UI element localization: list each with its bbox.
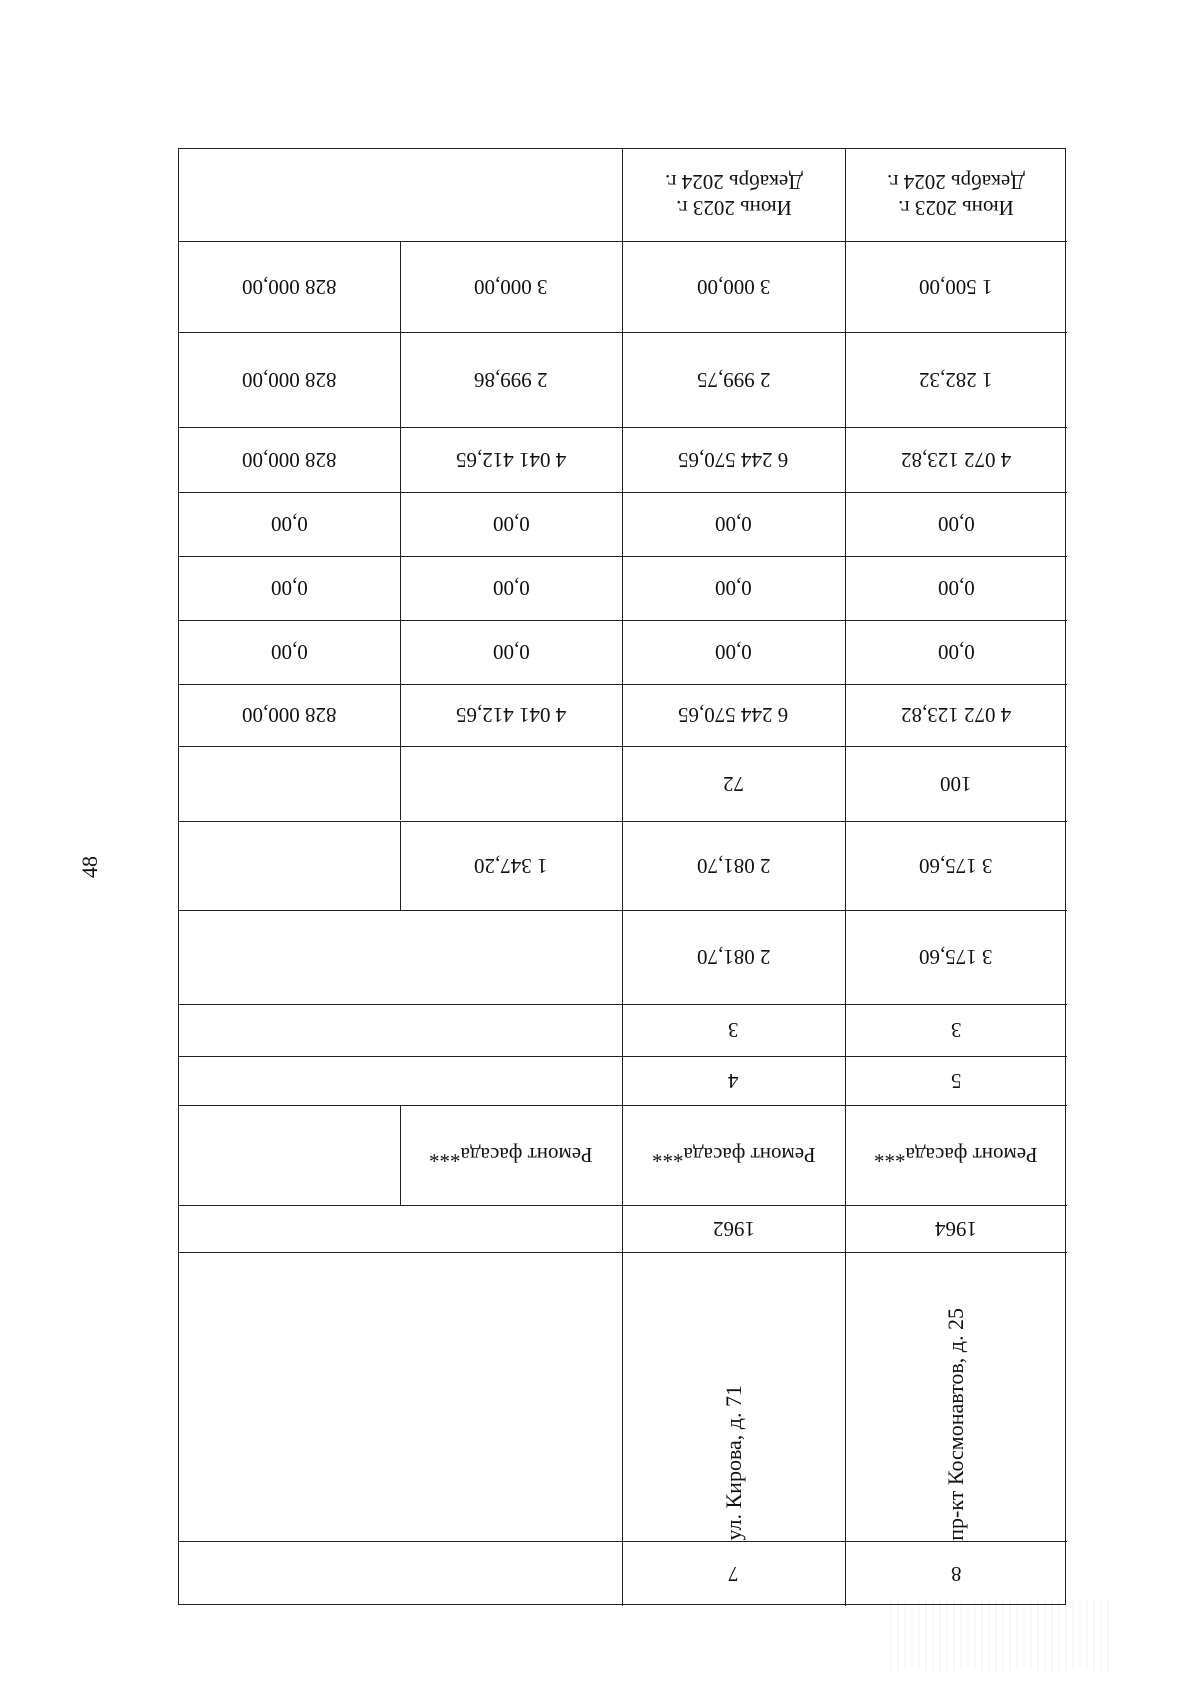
row-number-cell: 8 [950,1561,962,1586]
work-type-cell: Ремонт фасада*** [651,1143,816,1167]
area-cell: 3 175,60 [919,853,993,878]
zero-value-cell: 0,00 [715,512,752,536]
entrances-cell: 3 [728,1018,739,1042]
actual-cost-cell: 2 999,75 [696,367,771,392]
unit-cost-cell: 1 500,00 [919,274,993,299]
zero-value-cell: 0,00 [715,576,752,600]
zero-value-cell: 0,00 [271,640,308,664]
total-cost-cell: 4 072 123,82 [900,447,1012,472]
entrances-cell: 3 [950,1018,962,1042]
year-cell: 1962 [712,1216,755,1241]
count-cell: 72 [723,771,744,796]
unit-cost-cell: 3 000,00 [696,274,771,299]
actual-cost-cell: 2 999,86 [474,367,548,392]
row-number-cell: 7 [728,1561,739,1586]
count-cell: 100 [940,771,972,796]
total-cost-cell: 6 244 570,65 [678,447,789,472]
total-cost-cell: 828 000,00 [242,703,337,727]
work-type-cell: Ремонт фасада*** [874,1143,1038,1167]
zero-value-cell: 0,00 [492,512,530,536]
area-cell: 1 347,20 [474,853,548,878]
work-type-cell: Ремонт фасада*** [429,1143,593,1167]
total-cost-cell: 828 000,00 [242,447,337,472]
address-cell [622,1252,845,1541]
period-cell: Июнь 2023 г. Декабрь 2024 г. [664,170,803,220]
period-cell: Июнь 2023 г. Декабрь 2024 г. [887,170,1025,220]
total-cost-cell: 4 041 412,65 [455,447,567,472]
actual-cost-cell: 828 000,00 [242,367,337,392]
floors-cell: 4 [728,1068,739,1093]
actual-cost-cell: 1 282,32 [919,367,993,392]
zero-value-cell: 0,00 [937,512,975,536]
year-cell: 1964 [935,1216,977,1241]
address-text: ул. Кирова, д. 71 [720,1385,746,1541]
unit-cost-cell: 3 000,00 [474,274,548,299]
total-cost-cell: 6 244 570,65 [678,703,789,727]
total-cost-cell: 4 041 412,65 [455,703,567,727]
zero-value-cell: 0,00 [937,640,975,664]
floors-cell: 5 [950,1068,962,1093]
data-table [178,148,1066,1605]
zero-value-cell: 0,00 [937,576,975,600]
unit-cost-cell: 828 000,00 [242,274,337,299]
address-cell [845,1252,1067,1541]
page-number: 48 [77,856,102,878]
zero-value-cell: 0,00 [492,640,530,664]
address-text: пр-кт Космонавтов, д. 25 [943,1308,968,1541]
zero-value-cell: 0,00 [492,576,530,600]
zero-value-cell: 0,00 [271,576,308,600]
area-cell: 2 081,70 [696,853,771,878]
zero-value-cell: 0,00 [271,512,308,536]
zero-value-cell: 0,00 [715,640,752,664]
total-area-cell: 2 081,70 [696,945,771,969]
total-area-cell: 3 175,60 [919,945,993,969]
scan-artifact [890,1600,1110,1670]
total-cost-cell: 4 072 123,82 [900,703,1012,727]
